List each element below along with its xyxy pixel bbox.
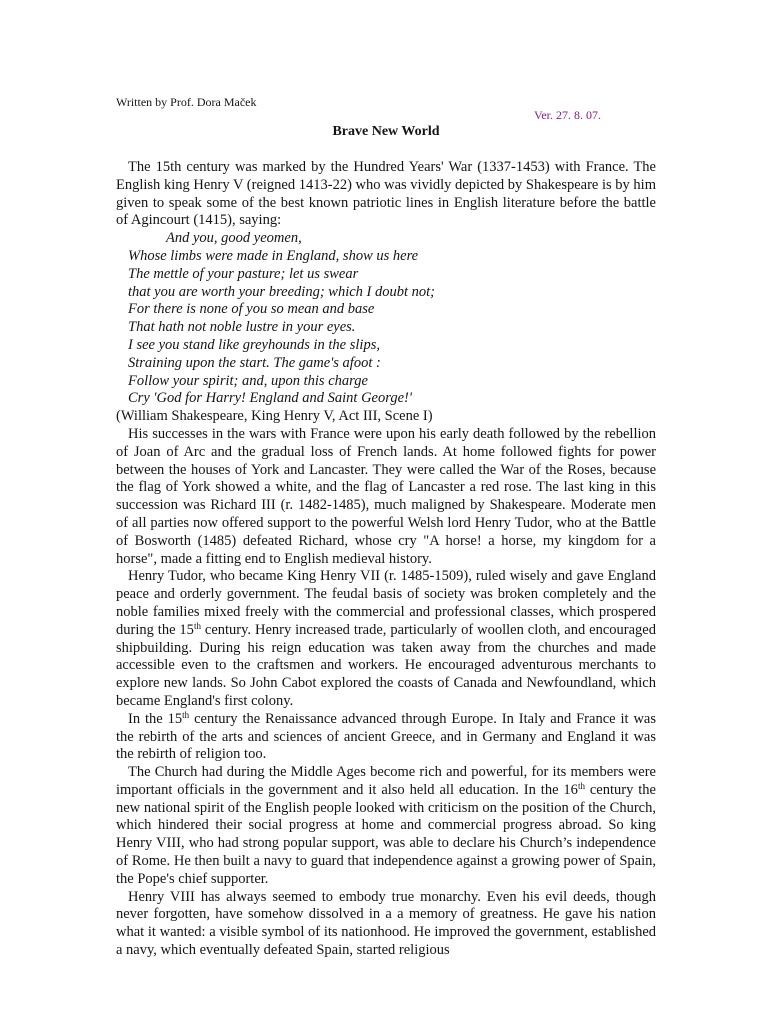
version-label: Ver. 27. 8. 07. bbox=[534, 108, 601, 122]
poem-line: that you are worth your breeding; which I doubt not; bbox=[128, 283, 436, 300]
paragraph-renaissance bbox=[116, 711, 656, 764]
paragraph-wars: His successes in the wars with France were upon his early death followed by the rebellion of Joan of Arc and the gradual loss of French lands. At home followed fights for power between the houses of York and Lancaster. They were called the War of the Roses, because the flag of York showed a white, and the flag of Lancaster a red rose. The last king in this succession was Richard III (r. 1482-1485), much maligned by Shakespeare. Moderate men of all parties now offered support to the powerful Welsh lord Henry Tudor, who at the Battle of Bosworth (1485) defeated Richard, whose cry "A horse! a horse, my kingdom for a horse", made a fitting end to English medieval history. bbox=[116, 425, 656, 567]
poem-line: I see you stand like greyhounds in the slips, bbox=[128, 336, 380, 353]
text-run: Henry Tudor, who became King Henry VII (r. 1485-1509), ruled wisely and gave England peace and orderly government. The feudal basis of society was broken completely and the noble families mixed freely with the commercial and professional classes, which prospered during the 15 bbox=[116, 568, 656, 638]
poem-citation: (William Shakespeare, King Henry V, Act III, Scene I) bbox=[116, 408, 433, 425]
paragraph-henry-viii: Henry VIII has always seemed to embody true monarchy. Even his evil deeds, though never forgotten, have somehow dissolved in a a memory of greatness. He gave his nation what it wanted: a visible symbol of its nationhood. He improved the government, established a navy, which eventually defeated Spain, started religious bbox=[116, 888, 656, 959]
superscript: th bbox=[182, 709, 190, 720]
poem-line: Cry 'God for Harry! England and Saint George!' bbox=[128, 390, 412, 407]
document-body bbox=[116, 159, 656, 960]
poem-line: Follow your spirit; and, upon this charge bbox=[128, 372, 368, 389]
author-line: Written by Prof. Dora Maček bbox=[116, 95, 257, 109]
text-run: In the 15 bbox=[128, 710, 183, 727]
document-title: Brave New World bbox=[332, 124, 440, 139]
poem-block bbox=[116, 230, 656, 408]
superscript: th bbox=[577, 780, 585, 791]
paragraph-henry-vii bbox=[116, 568, 656, 710]
text-run: century the new national spirit of the English people looked with criticism on the position of the Church, which hindered their social progress at home and commercial progress abroad. So king Henry VIII, who had strong popular support, was able to declare his Church’s independence of Rome. He then built a navy to guard that independence against a growing power of Spain, the Pope's chief supporter. bbox=[116, 781, 656, 887]
text-run: The Church had during the Middle Ages become rich and powerful, for its members were important officials in the government and it also held all education. In the 16 bbox=[116, 764, 656, 798]
poem-line: Straining upon the start. The game's afoot : bbox=[128, 354, 381, 371]
paragraph-intro: The 15th century was marked by the Hundred Years' War (1337-1453) with France. The English king Henry V (reigned 1413-22) who was vividly depicted by Shakespeare is by him given to speak some of the best known patriotic lines in English literature before the battle of Agincourt (1415), saying: bbox=[116, 159, 656, 229]
poem-line: The mettle of your pasture; let us swear bbox=[128, 265, 359, 282]
superscript: th bbox=[193, 620, 201, 631]
paragraph-church bbox=[116, 764, 656, 889]
poem-line: Whose limbs were made in England, show us here bbox=[128, 247, 419, 264]
poem-line: For there is none of you so mean and base bbox=[128, 301, 375, 318]
text-run: century the Renaissance advanced through Europe. In Italy and France it was the rebirth of the arts and sciences of ancient Greece, and in Germany and England it was the rebirth of religion too. bbox=[116, 710, 656, 763]
text-run: century. Henry increased trade, particularly of woollen cloth, and encouraged shipbuilding. During his reign education was taken away from the churches and made accessible even to the craftsmen and workers. He encouraged adventurous merchants to explore new lands. So John Cabot explored the coasts of Canada and Newfoundland, which became England's first colony. bbox=[116, 621, 656, 709]
poem-line: That hath not noble lustre in your eyes. bbox=[128, 319, 356, 336]
poem-line: And you, good yeomen, bbox=[166, 230, 302, 247]
